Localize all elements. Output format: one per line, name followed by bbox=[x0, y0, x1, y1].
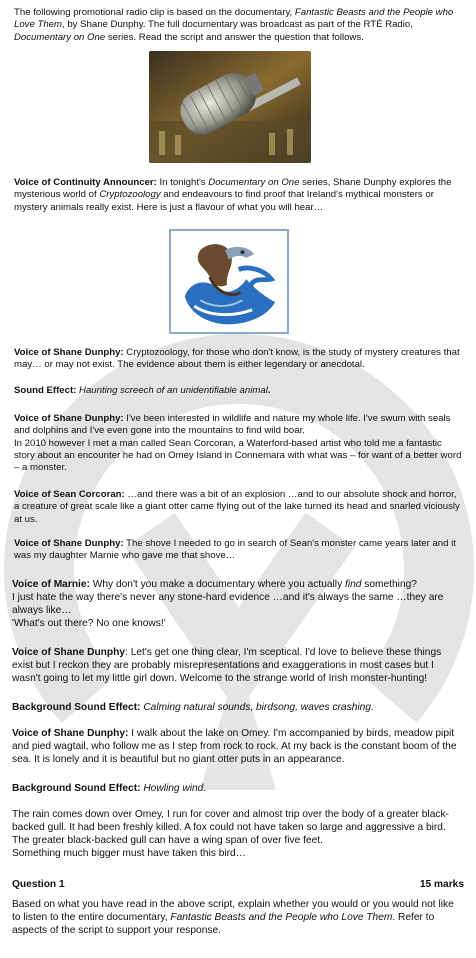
dunphy-paragraph-4: Voice of Shane Dunphy: Let's get one thing clear, I'm sceptical. I'd love to believe these things exist but I reckon they are probably misrepresentations and exaggerations in most cases but I wasn't going to let my little girl down. Welcome to the strange world of Irish monster-hunting! bbox=[12, 647, 442, 684]
background-sound-effect-1: Background Sound Effect: Calming natural sounds, birdsong, waves crashing. bbox=[12, 702, 374, 713]
background-sound-effect-2: Background Sound Effect: Howling wind. bbox=[12, 783, 207, 794]
narration-paragraph: The rain comes down over Omey, I run for cover and almost trip over the body of a greater black-backed gull. It had been freshly killed. A fox could not have taken so large and aggressive a bird. The greater black-backed gull can have a wing span of over five feet. Something much bigger must have taken this bird… bbox=[12, 809, 449, 859]
intro-paragraph: The following promotional radio clip is based on the documentary, Fantastic Beasts and the People who Love Them, by Shane Dunphy. The full documentary was broadcast as part of the RTÉ Radio, Documentary on One series. Read the script and answer the question that follows. bbox=[14, 7, 454, 43]
continuity-announcer-paragraph: Voice of Continuity Announcer: In tonight's Documentary on One series, Shane Dunphy explores the mysterious world of Cryptozoology and endeavours to find proof that Ireland's mythical monsters or mystery animals really exist. Here is just a flavour of what you will hear… bbox=[14, 177, 452, 213]
question-header bbox=[12, 879, 464, 890]
microphone-photo bbox=[149, 51, 311, 163]
corcoran-paragraph: Voice of Sean Corcoran: …and there was a bit of an explosion …and to our absolute shock and horror, a creature of great scale like a giant otter came flying out of the lake turned its head and snarled viciously at us. bbox=[14, 489, 460, 525]
question-label: Question 1 bbox=[12, 879, 65, 890]
question-marks: 15 marks bbox=[419, 879, 464, 890]
dunphy-paragraph-2: Voice of Shane Dunphy: I've been interested in wildlife and nature my whole life. I've swum with seals and dolphins and I've even gone into the mountains to find wild boar. In 2010 however I met a man called Sean Corcoran, a Waterford-based artist who told me a fantastic story about an encounter he had on Omey Island in Connemara with what was – for want of a better word – a monster. bbox=[14, 413, 462, 474]
marnie-paragraph: Voice of Marnie: Why don't you make a documentary where you actually find something? I just hate the way there's never any stone-hard evidence …and it's always the same …they are always like… 'What's out there? No one knows!' bbox=[12, 579, 444, 629]
sound-effect-1: Sound Effect: Haunting screech of an unidentifiable animal. bbox=[14, 385, 271, 396]
otter-wave-logo-icon bbox=[169, 229, 289, 334]
dunphy-paragraph-3: Voice of Shane Dunphy: The shove I needed to go in search of Sean's monster came years later and it was my daughter Marnie who gave me that shove… bbox=[14, 538, 456, 562]
dunphy-paragraph-1: Voice of Shane Dunphy: Cryptozoology, for those who don't know, is the study of mystery creatures that may… or may not exist. The evidence about them is either legendary or anecdotal. bbox=[14, 347, 460, 371]
dunphy-paragraph-5: Voice of Shane Dunphy: I walk about the lake on Omey. I'm accompanied by birds, meadow pipit and pied wagtail, who follow me as I step from rock to rock. At my back is the constant boom of the sea. It is lonely and it is beautiful but no giant otter puts in an appearance. bbox=[12, 728, 457, 765]
question-text: Based on what you have read in the above script, explain whether you would or you would not like to listen to the entire documentary, Fantastic Beasts and the People who Love Them. Refer to aspects of the script to support your response. bbox=[12, 899, 454, 936]
